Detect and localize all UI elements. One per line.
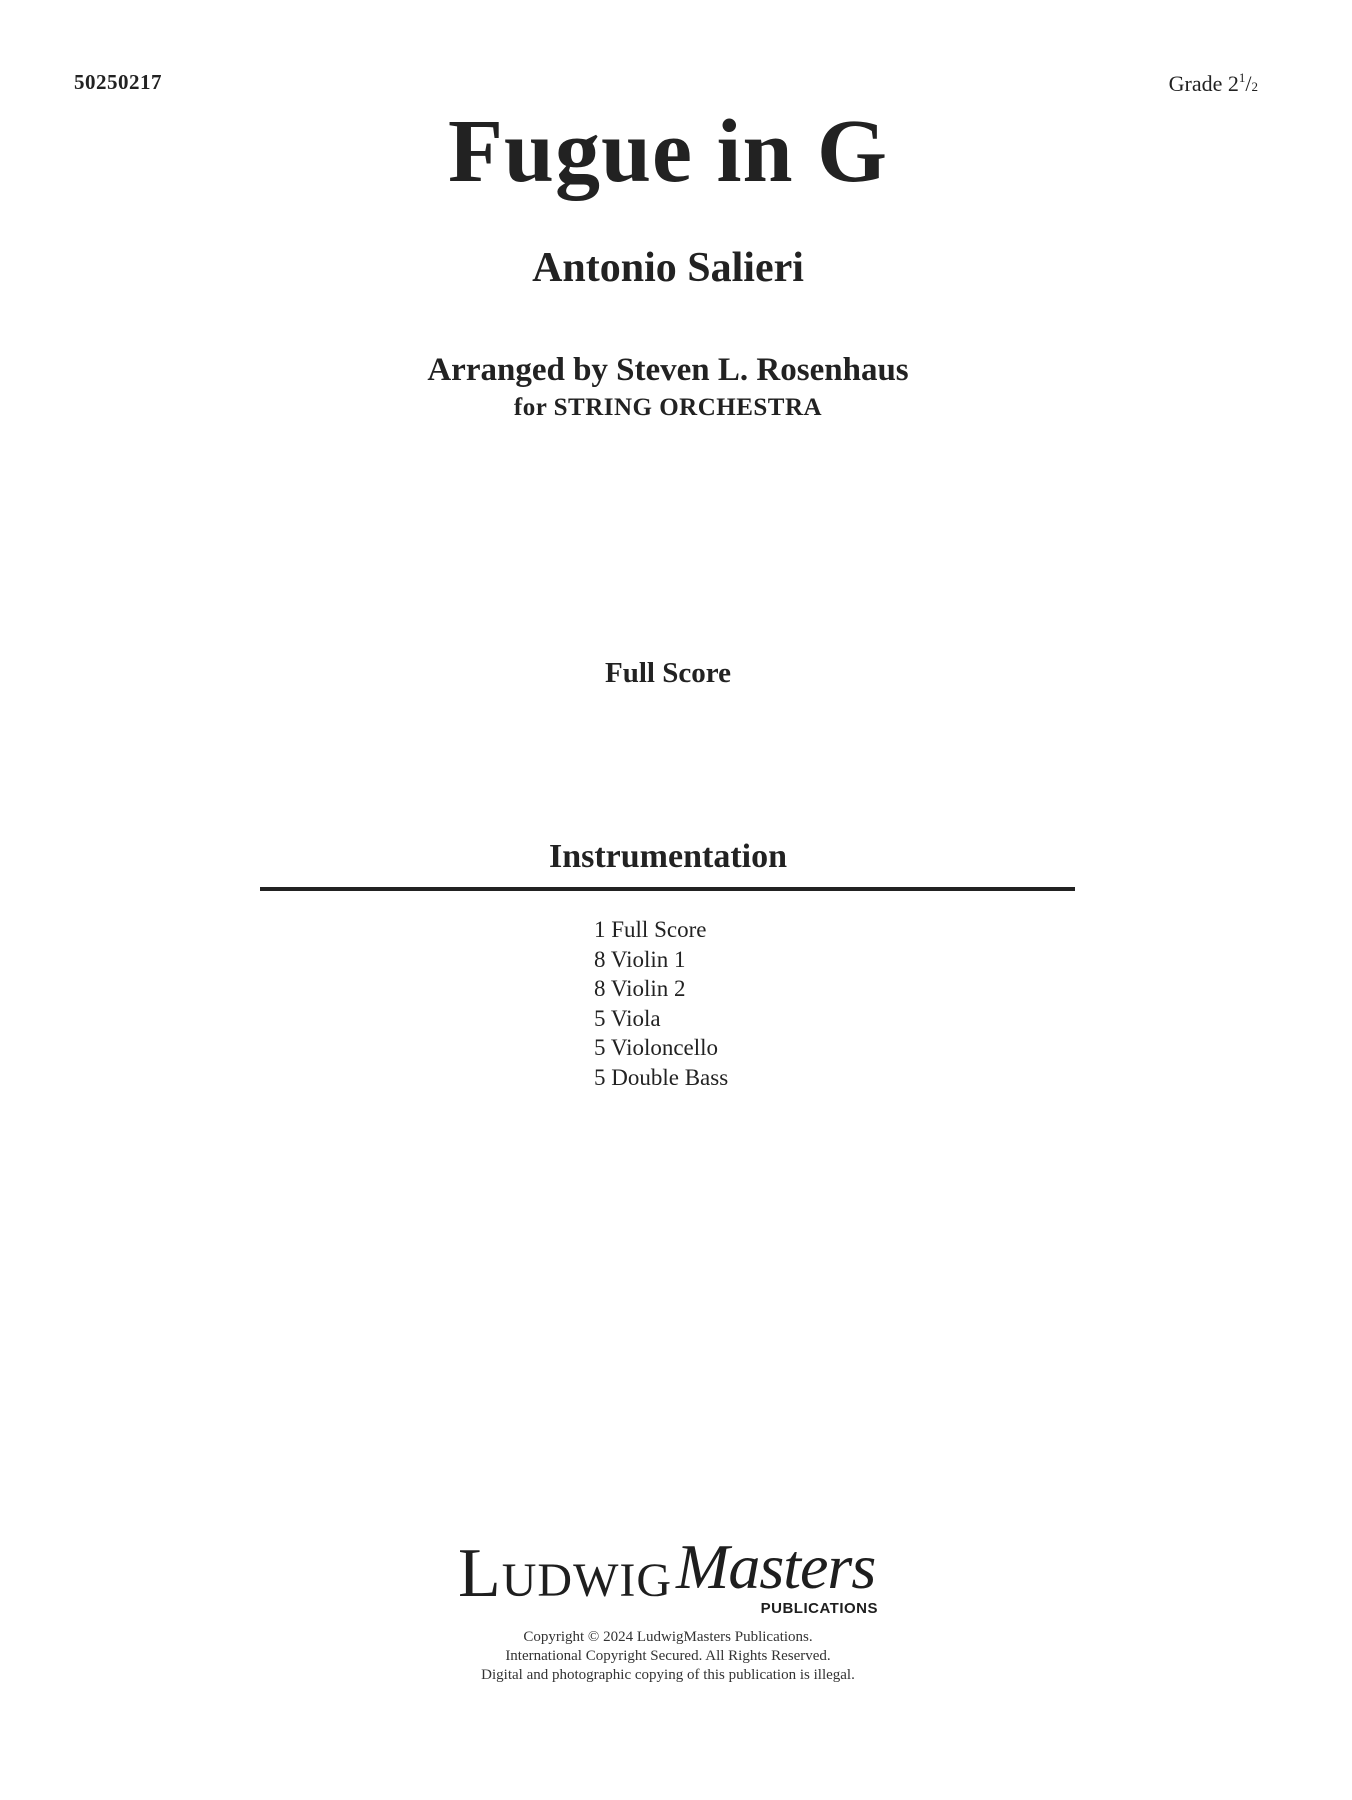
instrumentation-item: 5 Violoncello: [594, 1035, 719, 1060]
divider-rule: [260, 887, 1075, 891]
ensemble-line: for STRING ORCHESTRA: [513, 394, 823, 421]
page-title: Fugue in G: [447, 102, 889, 201]
grade-prefix: Grade 2: [1168, 71, 1239, 96]
copyright-line: Digital and photographic copying of this publication is illegal.: [481, 1667, 855, 1683]
logo-publications: PUBLICATIONS: [760, 1600, 878, 1617]
instrumentation-list: [594, 915, 728, 1092]
logo-ludwig: [458, 1534, 672, 1614]
instrumentation-item: 1 Full Score: [594, 917, 707, 942]
grade-denominator: 2: [1251, 79, 1258, 94]
instrumentation-item: 8 Violin 2: [594, 976, 686, 1001]
grade-slash: /: [1245, 71, 1252, 96]
catalog-number: 50250217: [74, 70, 162, 94]
instrumentation-item: 5 Double Bass: [594, 1064, 729, 1090]
composer-name: Antonio Salieri: [532, 245, 804, 291]
copyright-line: International Copyright Secured. All Rights Reserved.: [505, 1648, 831, 1664]
arranger-credit: Arranged by Steven L. Rosenhaus: [427, 352, 909, 388]
logo-ludwig-initial: L: [458, 1535, 502, 1612]
logo-masters: Masters: [676, 1531, 876, 1602]
grade-level: [1169, 70, 1258, 97]
instrumentation-item: 5 Viola: [594, 1005, 661, 1031]
instrumentation-heading: Instrumentation: [548, 838, 788, 875]
grade-numerator: 1: [1238, 70, 1246, 85]
score-type: Full Score: [605, 657, 731, 689]
copyright-notice: [0, 1628, 1336, 1685]
copyright-line: Copyright © 2024 LudwigMasters Publications.: [523, 1629, 813, 1645]
logo-ludwig-rest: UDWIG: [501, 1554, 673, 1607]
instrumentation-item: 8 Violin 1: [594, 946, 686, 972]
publisher-logo: [458, 1530, 878, 1620]
